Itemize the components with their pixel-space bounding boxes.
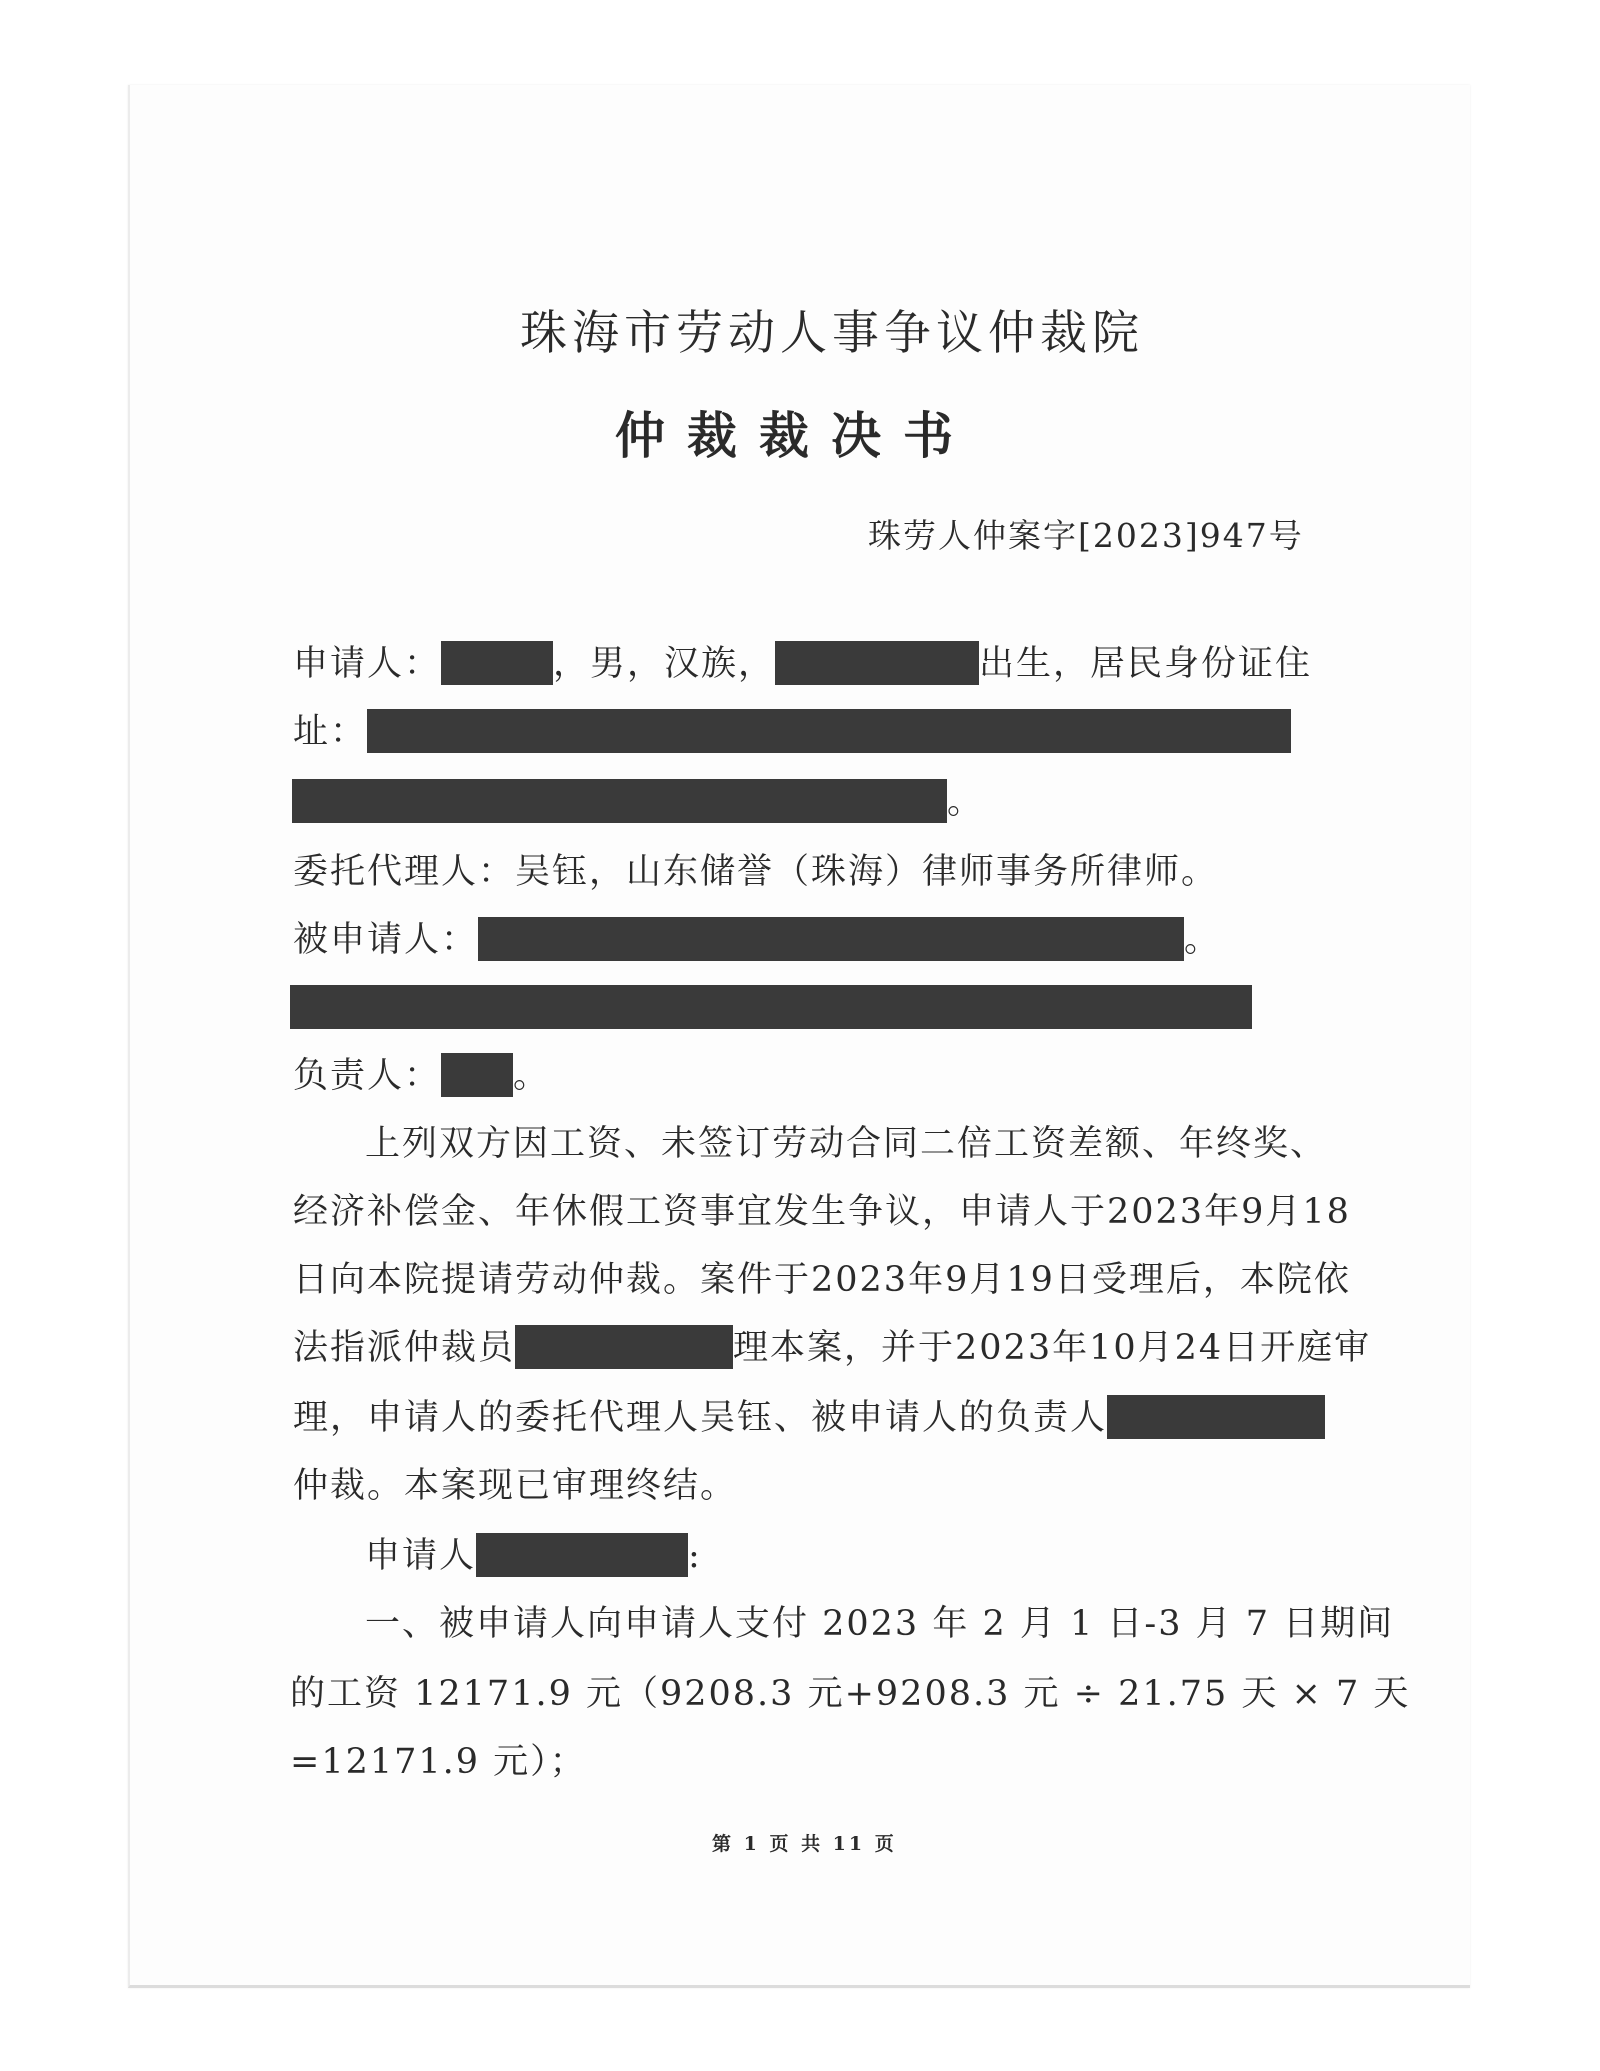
address-end: 。	[947, 782, 985, 822]
respondent-label: 被申请人：	[293, 920, 479, 960]
respondent-line	[293, 916, 1221, 964]
ruling-item-1-line-2: 的工资 12171.9 元（9208.3 元+9208.3 元 ÷ 21.75 天 × 7 天	[290, 1674, 1411, 1714]
ruling-item-1-line-3: =12171.9 元）；	[290, 1742, 587, 1782]
applicant-line	[293, 640, 1312, 688]
body-line-6: 仲裁。本案现已审理终结。	[293, 1466, 738, 1506]
respondent-end: 。	[1184, 920, 1222, 960]
ruling-intro	[365, 1532, 702, 1580]
body-line-3: 日向本院提请劳动仲裁。案件于2023年9月19日受理后，本院依	[293, 1260, 1351, 1300]
redaction-principal-name	[441, 1053, 513, 1097]
principal-label: 负责人：	[293, 1056, 442, 1096]
redaction-respondent-address	[290, 985, 1252, 1029]
applicant-label: 申请人：	[293, 644, 442, 684]
applicant-address-line	[293, 708, 1291, 756]
ruling-item-1-line-1: 一、被申请人向申请人支付 2023 年 2 月 1 日-3 月 7 日期间	[365, 1604, 1395, 1644]
redaction-address-2	[292, 779, 947, 823]
redaction-ruling-name	[476, 1533, 688, 1577]
document-title: 仲裁裁决书	[615, 406, 975, 465]
case-number: 珠劳人仲案字[2023]947号	[868, 516, 1304, 555]
ruling-intro-colon: :	[688, 1536, 702, 1576]
issuing-authority: 珠海市劳动人事争议仲裁院	[520, 306, 1144, 361]
body-line-4b: 理本案，并于2023年10月24日开庭审	[733, 1328, 1372, 1368]
body-line-4a: 法指派仲裁员	[293, 1328, 516, 1368]
body-line-5-text: 理，申请人的委托代理人吴钰、被申请人的负责人	[293, 1398, 1108, 1438]
redaction-address-1	[367, 709, 1291, 753]
principal-line	[293, 1052, 550, 1100]
page-footer: 第 1 页 共 11 页	[712, 1833, 897, 1855]
redaction-birth-date	[775, 641, 979, 685]
body-line-1: 上列双方因工资、未签订劳动合同二倍工资差额、年终奖、	[365, 1124, 1328, 1164]
applicant-gender-ethnicity: ，男，汉族，	[553, 644, 776, 684]
ruling-intro-label: 申请人	[365, 1536, 477, 1576]
principal-end: 。	[513, 1056, 551, 1096]
body-line-2: 经济补偿金、年休假工资事宜发生争议，申请人于2023年9月18	[293, 1192, 1351, 1232]
redaction-arbitrator	[515, 1325, 733, 1369]
applicant-address-line-2	[292, 778, 984, 826]
redaction-principal-attendee	[1107, 1395, 1325, 1439]
agent-line: 委托代理人：吴钰，山东储誉（珠海）律师事务所律师。	[293, 852, 1219, 892]
body-line-5	[293, 1394, 1325, 1442]
redaction-applicant-name	[441, 641, 553, 685]
body-line-4	[293, 1324, 1371, 1372]
redaction-respondent-name	[478, 917, 1184, 961]
address-label: 址：	[293, 712, 368, 752]
applicant-born-text: 出生，居民身份证住	[979, 644, 1313, 684]
respondent-address-line	[290, 984, 1252, 1032]
